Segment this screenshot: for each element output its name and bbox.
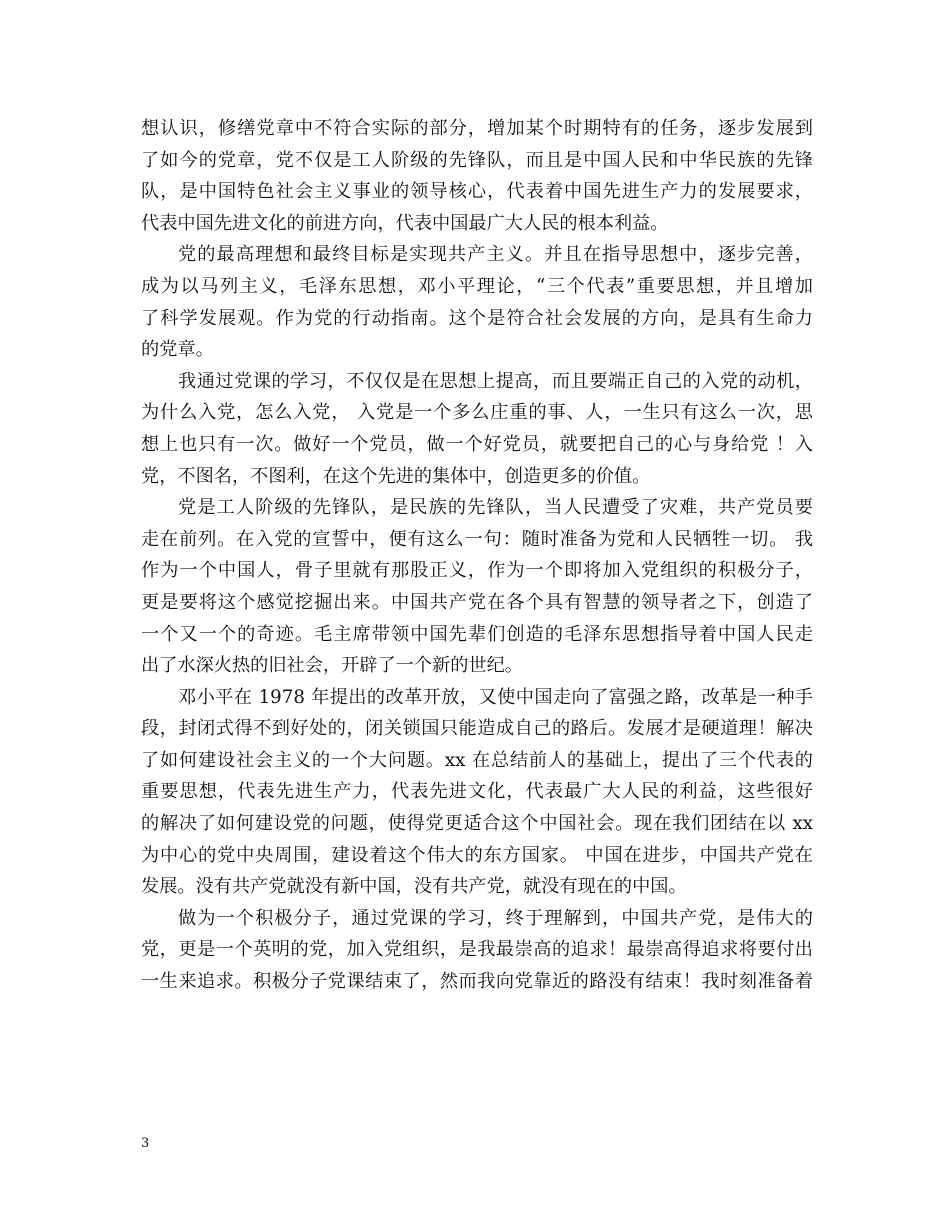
text-line: 发展。没有共产党就没有新中国，没有共产党，就没有现在的中国。 <box>141 876 687 898</box>
text-line: 走在前列。在入党的宣誓中，便有这么一句：随时准备为党和人民牺牲一切。 我 <box>141 528 813 550</box>
text-line: 队，是中国特色社会主义事业的领导核心，代表着中国先进生产力的发展要求， <box>141 181 813 203</box>
text-line: 党，不图名，不图利，在这个先进的集体中，创造更多的价值。 <box>141 465 651 487</box>
text-line: 出了水深火热的旧社会，开辟了一个新的世纪。 <box>141 655 523 677</box>
text-line: 了科学发展观。作为党的行动指南。这个是符合社会发展的方向，是具有生命力 <box>141 307 813 329</box>
text-line: 代表中国先进文化的前进方向，代表中国最广大人民的根本利益。 <box>141 212 669 234</box>
text-line: 想认识，修缮党章中不符合实际的部分，增加某个时期特有的任务，逐步发展到 <box>141 118 813 139</box>
paragraph <box>141 113 813 239</box>
text-line: 的党章。 <box>141 339 214 361</box>
text-line: 成为以马列主义，毛泽东思想，邓小平理论，“三个代表”重要思想，并且增加 <box>141 275 813 297</box>
paragraph <box>141 239 813 365</box>
text-line: 作为一个中国人，骨子里就有那股正义，作为一个即将加入党组织的积极分子， <box>141 560 813 582</box>
text-line: 想上也只有一次。做好一个党员，做一个好党员，就要把自己的心与身给党 ！入 <box>141 433 813 455</box>
text-line: 了如今的党章，党不仅是工人阶级的先锋队，而且是中国人民和中华民族的先锋 <box>141 149 813 171</box>
text-line: 更是要将这个感觉挖掘出来。中国共产党在各个具有智慧的领导者之下，创造了 <box>141 591 813 613</box>
page-number: 3 <box>141 1136 150 1151</box>
text-line: 一生来追求。积极分子党课结束了，然而我向党靠近的路没有结束！我时刻准备着 <box>141 971 813 993</box>
paragraph <box>141 492 813 682</box>
text-line: 重要思想，代表先进生产力，代表先进文化，代表最广大人民的利益，这些很好 <box>141 781 813 803</box>
text-line: 为中心的党中央周围，建设着这个伟大的东方国家。 中国在进步，中国共产党在 <box>141 844 813 866</box>
document-body <box>141 113 813 998</box>
paragraph <box>141 366 813 492</box>
text-line: 为什么入党，怎么入党， 入党是一个多么庄重的事、人，一生只有这么一次，思 <box>141 402 813 424</box>
text-line: 了如何建设社会主义的一个大问题。xx 在总结前人的基础上，提出了三个代表的 <box>141 749 813 771</box>
text-line: 党，更是一个英明的党，加入党组织，是我最崇高的追求！最崇高得追求将要付出 <box>141 939 813 961</box>
paragraph <box>141 903 813 998</box>
text-line: 段，封闭式得不到好处的，闭关锁国只能造成自己的路后。发展才是硬道理！解决 <box>141 718 813 740</box>
paragraph <box>141 682 813 903</box>
text-line: 做为一个积极分子，通过党课的学习，终于理解到，中国共产党，是伟大的 <box>178 907 813 929</box>
text-line: 邓小平在 1978 年提出的改革开放，又使中国走向了富强之路，改革是一种手 <box>178 686 813 708</box>
text-line: 党的最高理想和最终目标是实现共产主义。并且在指导思想中，逐步完善， <box>178 244 813 266</box>
text-line: 党是工人阶级的先锋队，是民族的先锋队，当人民遭受了灾难，共产党员要 <box>178 497 813 519</box>
text-line: 的解决了如何建设党的问题，使得党更适合这个中国社会。现在我们团结在以 xx <box>141 813 813 835</box>
text-line: 一个又一个的奇迹。毛主席带领中国先辈们创造的毛泽东思想指导着中国人民走 <box>141 623 813 645</box>
text-line: 我通过党课的学习，不仅仅是在思想上提高，而且要端正自己的入党的动机， <box>178 370 813 392</box>
